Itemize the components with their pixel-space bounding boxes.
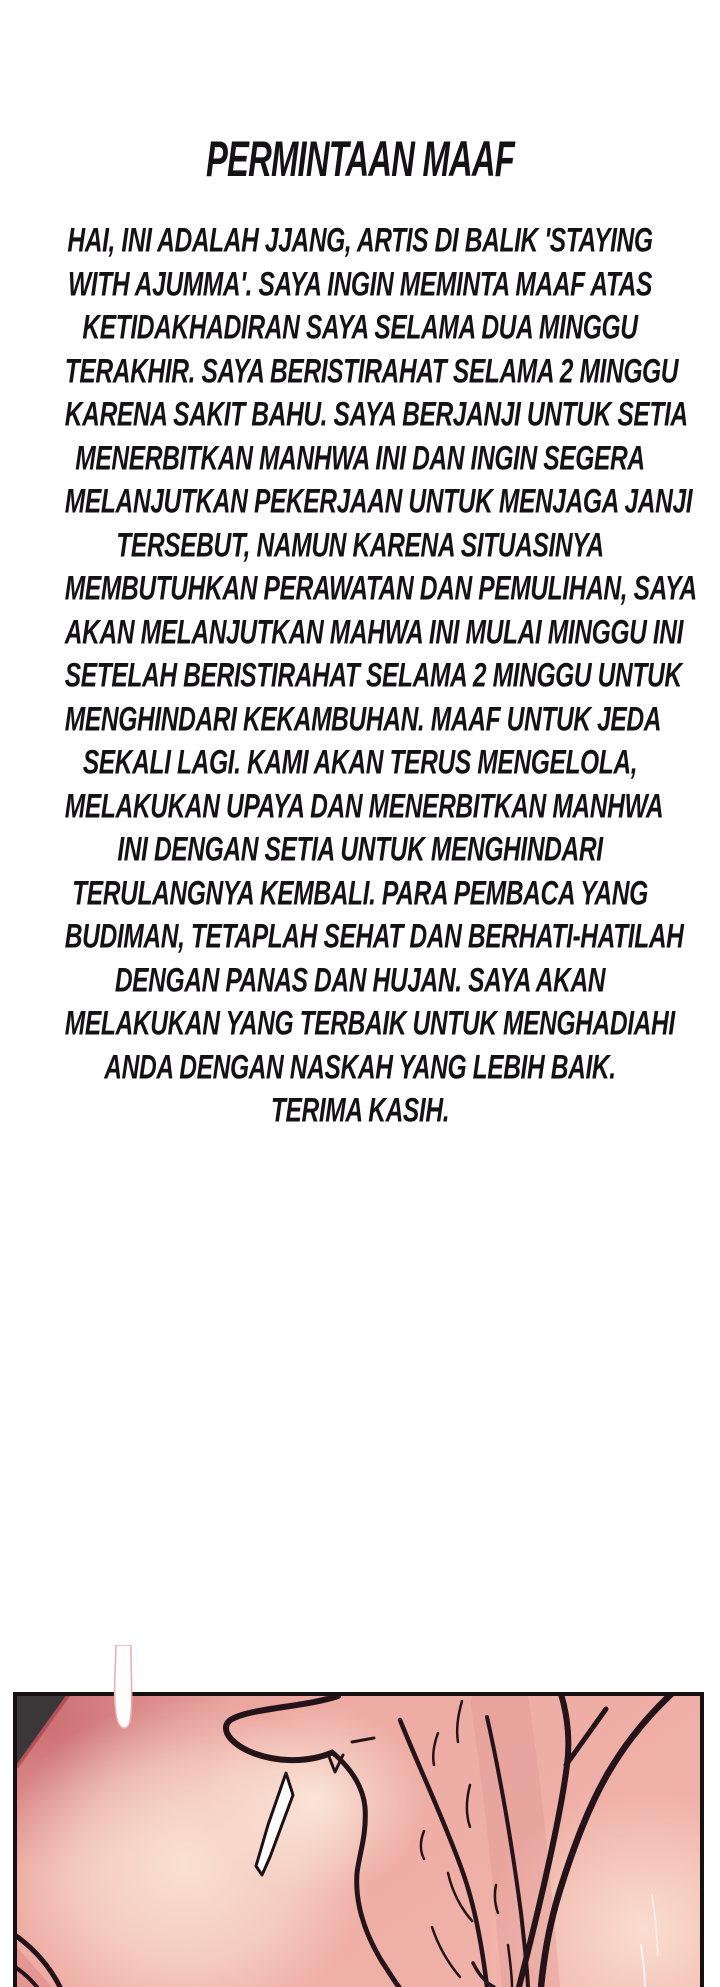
- notice-line: WITH AJUMMA'. SAYA INGIN MEMINTA MAAF ATAS: [68, 264, 652, 303]
- notice-line: HAI, INI ADALAH JJANG, ARTIS DI BALIK 'STAYING: [67, 221, 653, 260]
- notice-line: BUDIMAN, TETAPLAH SEHAT DAN BERHATI-HATILAH: [64, 917, 684, 956]
- notice-line: MELAKUKAN UPAYA DAN MENERBITKAN MANHWA: [64, 786, 664, 825]
- notice-line: INI DENGAN SETIA UNTUK MENGHINDARI: [117, 830, 603, 869]
- notice-line: MELAKUKAN YANG TERBAIK UNTUK MENGHADIAHI: [64, 1004, 675, 1043]
- notice-line: KETIDAKHADIRAN SAYA SELAMA DUA MINGGU: [82, 308, 638, 347]
- comic-panel-illustration: [0, 1645, 720, 1987]
- notice-line: DENGAN PANAS DAN HUJAN. SAYA AKAN: [114, 960, 606, 999]
- notice-line: MEMBUTUHKAN PERAWATAN DAN PEMULIHAN, SAYA: [64, 569, 697, 608]
- skin-highlight-center: [205, 1705, 425, 1895]
- notice-line: AKAN MELANJUTKAN MAHWA INI MULAI MINGGU INI: [64, 612, 684, 651]
- notice-line: SETELAH BERISTIRAHAT SELAMA 2 MINGGU UNTUK: [64, 656, 682, 695]
- notice-line: TERSEBUT, NAMUN KARENA SITUASINYA: [116, 525, 604, 564]
- notice-line: TERULANGNYA KEMBALI. PARA PEMBACA YANG: [72, 873, 648, 912]
- notice-line: SEKALI LAGI. KAMI AKAN TERUS MENGELOLA,: [82, 743, 638, 782]
- panel-interior: [0, 1645, 720, 1987]
- notice-line: MELANJUTKAN PEKERJAAN UNTUK MENJAGA JANJI: [64, 482, 693, 521]
- notice-line: KARENA SAKIT BAHU. SAYA BERJANJI UNTUK SETIA: [64, 395, 688, 434]
- notice-line: TERIMA KASIH.: [270, 1091, 450, 1130]
- notice-line: MENGHINDARI KEKAMBUHAN. MAAF UNTUK JEDA: [64, 699, 662, 738]
- fluid-drip: [115, 1645, 132, 1728]
- page-title: PERMINTAAN MAAF: [205, 130, 515, 188]
- sweat-drop: [557, 1662, 569, 1686]
- notice-body: [0, 219, 720, 1133]
- notice-line: ANDA DENGAN NASKAH YANG LEBIH BAIK.: [104, 1047, 616, 1086]
- notice-line: TERAKHIR. SAYA BERISTIRAHAT SELAMA 2 MINGGU: [64, 351, 679, 390]
- notice-line: MENERBITKAN MANHWA INI DAN INGIN SEGERA: [75, 438, 645, 477]
